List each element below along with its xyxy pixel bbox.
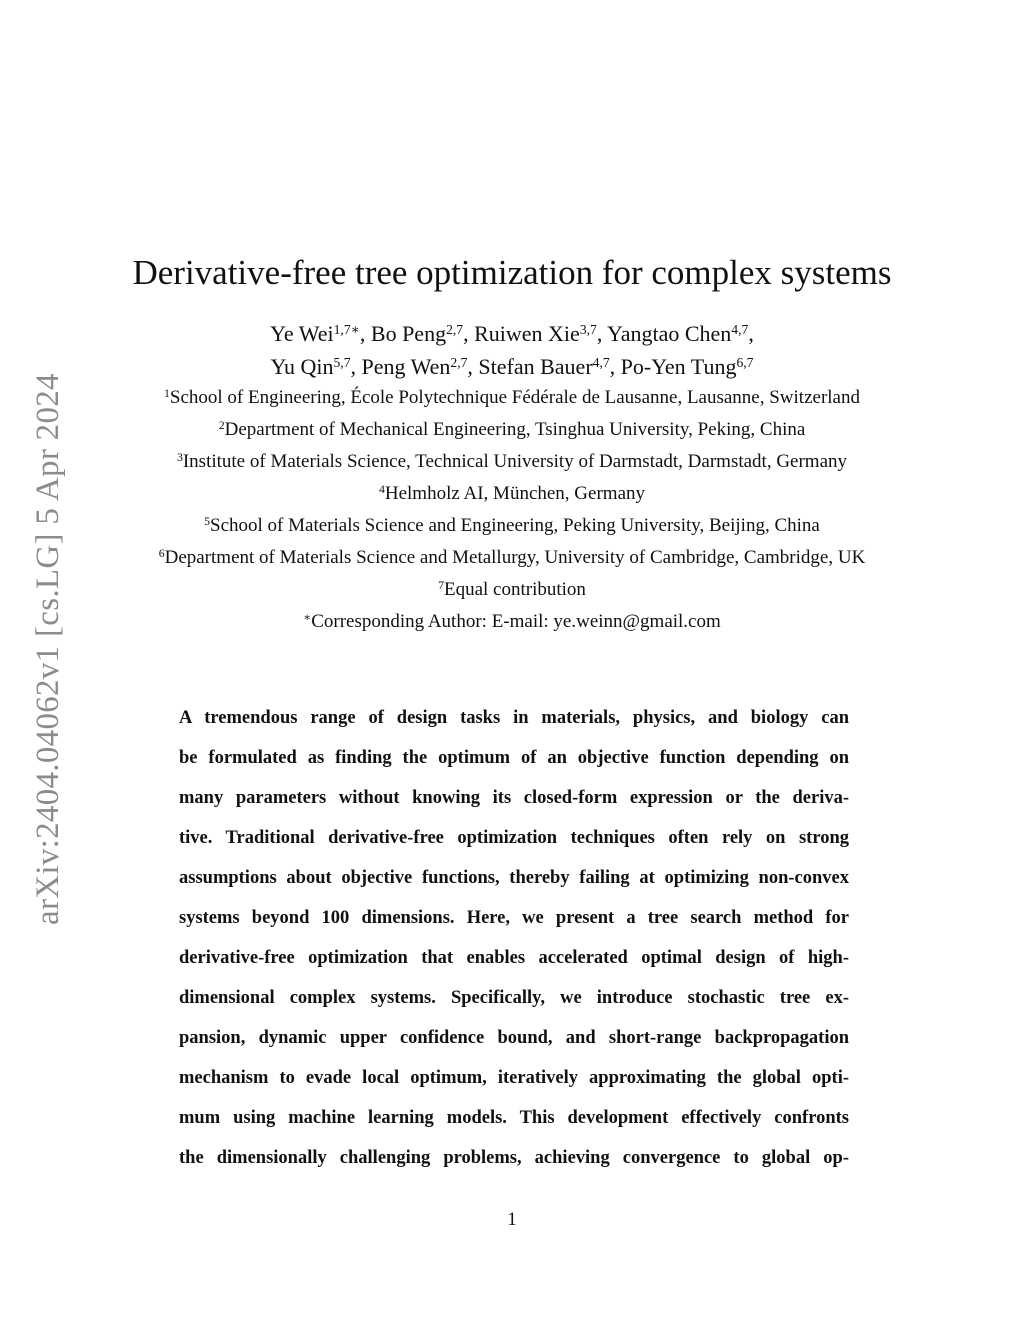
- affiliation: $^4$Helmholz AI, München, Germany: [378, 482, 646, 504]
- abstract-line: the dimensionally challenging problems, achieving convergence to global op-: [179, 1148, 849, 1168]
- author: Ruiwen Xie$^{3,7}$,: [474, 321, 608, 346]
- author: Po-Yen Tung$^{6,7}$: [620, 354, 754, 379]
- abstract-line: A tremendous range of design tasks in materials, physics, and biology can: [179, 708, 849, 728]
- abstract-line: be formulated as finding the optimum of an objective function depending on: [179, 748, 849, 768]
- author: Yangtao Chen$^{4,7}$,: [607, 321, 754, 346]
- author: Bo Peng$^{2,7}$,: [370, 321, 475, 346]
- author-list: [0, 319, 1024, 385]
- abstract-line: derivative-free optimization that enables accelerated optimal design of high-: [179, 948, 849, 968]
- affiliation: $^2$Department of Mechanical Engineering, Tsinghua University, Peking, China: [218, 418, 806, 440]
- abstract-line: mum using machine learning models. This development effectively confronts: [179, 1108, 849, 1128]
- page-number: 1: [507, 1209, 517, 1230]
- affiliation: $^5$School of Materials Science and Engineering, Peking University, Beijing, China: [204, 514, 820, 536]
- author: Yu Qin$^{5,7}$,: [270, 354, 362, 379]
- abstract-line: assumptions about objective functions, thereby failing at optimizing non-convex: [179, 868, 849, 888]
- abstract-line: systems beyond 100 dimensions. Here, we present a tree search method for: [179, 908, 849, 928]
- paper-title: Derivative-free tree optimization for complex systems: [132, 253, 892, 292]
- abstract: [179, 698, 849, 1178]
- abstract-line: pansion, dynamic upper confidence bound, and short-range backpropagation: [179, 1028, 849, 1048]
- abstract-line: mechanism to evade local optimum, iteratively approximating the global opti-: [179, 1068, 849, 1088]
- author: Stefan Bauer$^{4,7}$,: [478, 354, 621, 379]
- affiliation: $^1$School of Engineering, École Polytechnique Fédérale de Lausanne, Lausanne, Switzerland: [164, 386, 860, 408]
- abstract-line: tive. Traditional derivative-free optimization techniques often rely on strong: [179, 828, 849, 848]
- author-line-2: [0, 352, 1024, 385]
- author: Peng Wen$^{2,7}$,: [361, 354, 479, 379]
- affiliation-list: [0, 383, 1024, 639]
- corresponding-author: ∗Corresponding Author: E-mail: ye.weinn@gmail.com: [303, 610, 721, 632]
- affiliation: $^6$Department of Materials Science and Metallurgy, University of Cambridge, Cambridge, UK: [158, 546, 866, 568]
- affiliation: $^3$Institute of Materials Science, Technical University of Darmstadt, Darmstadt, Germany: [176, 450, 848, 472]
- author: Ye Wei$^{1,7∗}$,: [270, 321, 371, 346]
- abstract-line: many parameters without knowing its closed-form expression or the deriva-: [179, 788, 849, 808]
- arxiv-stamp: arXiv:2404.04062v1 [cs.LG] 5 Apr 2024: [30, 373, 66, 925]
- abstract-line: dimensional complex systems. Specifically, we introduce stochastic tree ex-: [179, 988, 849, 1008]
- author-line-1: [0, 319, 1024, 352]
- affiliation: $^7$Equal contribution: [438, 578, 586, 600]
